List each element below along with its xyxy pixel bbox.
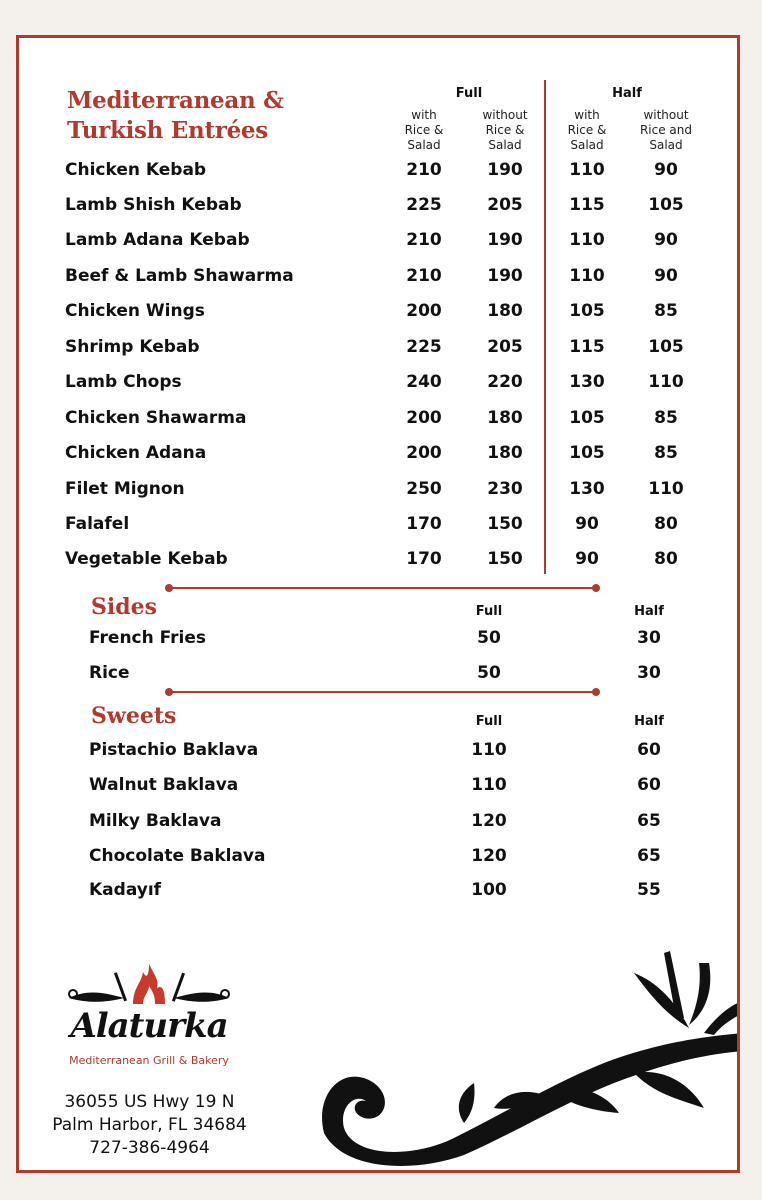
divider-dot [165, 584, 173, 592]
entrees-title [67, 86, 284, 146]
brand-logo [49, 958, 249, 1078]
sides-title: Sides [91, 594, 158, 620]
divider-dot [165, 688, 173, 696]
col-half-with: with Rice & Salad [567, 108, 607, 152]
menu-card: Mediterranean & Turkish Entrées Full Half with Rice & Salad without Rice & Salad with Rice & Salad without Rice and Salad Chicken Kebab 210 190 110 90 Lamb Shish Kebab 225 205 115 105 Lamb Adana Kebab 210 190 110 90 Beef & Lamb Shawarma 210 190 110 90 Chicken Wings 200 180 105 85 Shrimp Kebab 225 205 115 105 Lamb Chops 240 220 130 110 Chicken Shawarma 200 180 105 85 Chicken Adana 200 180 105 85 Filet Mignon 250 230 130 110 Falafel 170 150 90 80 Vegetable Kebab 170 150 90 80 Sides Full Half French Fries 50 30 Rice 50 30 Sweets Full Half Pistachio Baklava 110 60 Walnut Baklava 110 60 Milky Baklava 120 65 Chocolate Baklava 120 65 Kadayıf 100 55 Alaturka Mediterranean Grill & Bakery 36055 US Hwy 19 N Palm Harbor, FL 34684 727-386-4964 [16, 35, 740, 1173]
sides-half-label: Half [634, 604, 664, 619]
half-group-label: Half [612, 86, 642, 101]
col-full-with: with Rice & Salad [404, 108, 444, 152]
col-half-without: without Rice and Salad [639, 108, 693, 152]
sweets-half-label: Half [634, 714, 664, 729]
divider-dot [592, 584, 600, 592]
brand-tagline: Mediterranean Grill & Bakery [69, 1054, 229, 1067]
phone-number: 727-386-4964 [89, 1138, 210, 1158]
col-full-without: without Rice & Salad [482, 108, 528, 152]
sides-full-label: Full [475, 604, 503, 619]
divider [169, 691, 596, 693]
entrees-title-line1: Mediterranean & [67, 87, 284, 114]
flame-utensils-icon [49, 958, 249, 1010]
sweets-full-label: Full [475, 714, 503, 729]
entrees-title-line2: Turkish Entrées [67, 117, 268, 144]
address-line2: Palm Harbor, FL 34684 [52, 1115, 247, 1135]
divider-dot [592, 688, 600, 696]
address-line1: 36055 US Hwy 19 N [64, 1092, 235, 1112]
brand-name: Alaturka [70, 1006, 228, 1046]
column-divider [544, 80, 546, 574]
sweets-title: Sweets [91, 703, 177, 729]
floral-ornament-icon [304, 933, 740, 1173]
full-group-label: Full [455, 86, 483, 101]
divider [169, 587, 596, 589]
